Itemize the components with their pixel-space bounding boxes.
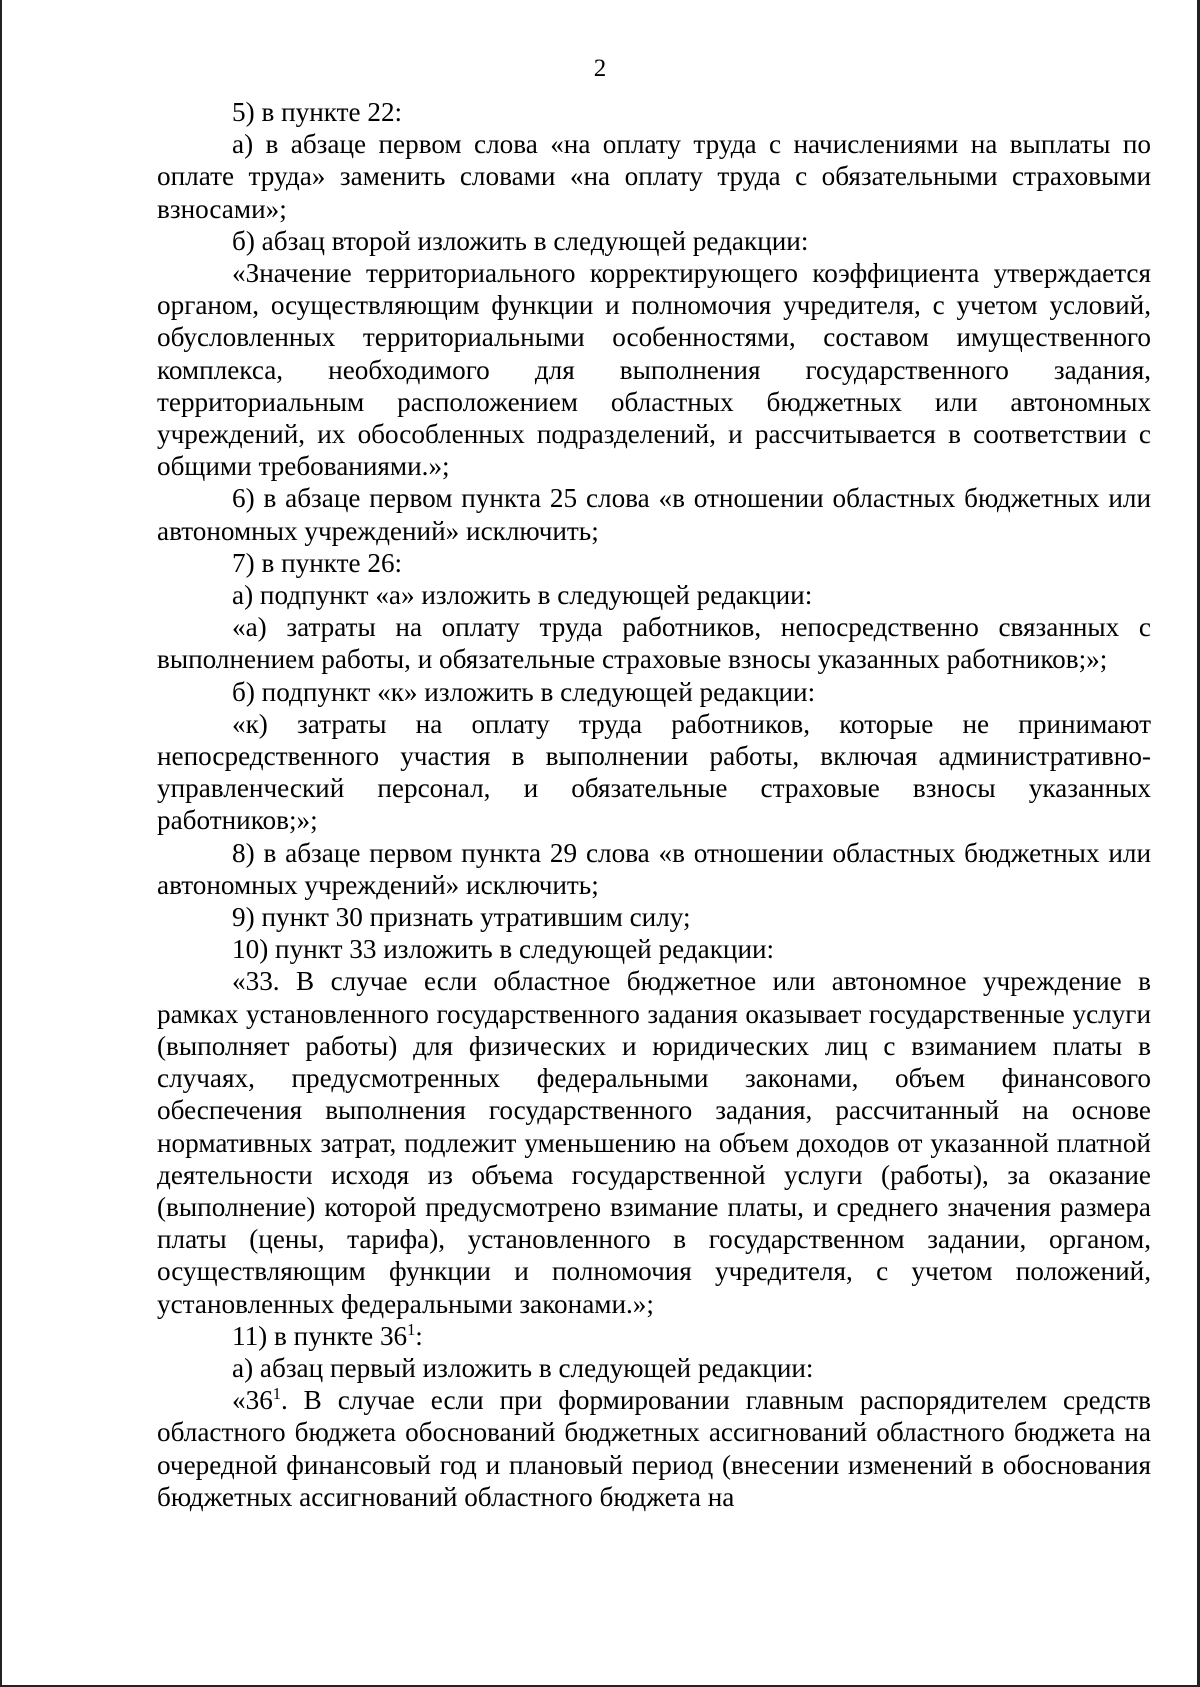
paragraph-item-6: 6) в абзаце первом пункта 25 слова «в отношении областных бюджетных или автономных учреждений» исключить; [157, 483, 1151, 546]
paragraph-quote-36-1-text: . В случае если при формировании главным распорядителем средств областного бюджета обоснований бюджетных ассигнований областного бюджета на очередной финансовый год и плановый период (внесении изменений в обоснования бюджетных ассигнований областного бюджета на [157, 1385, 1151, 1512]
paragraph-subitem-a: а) абзац первый изложить в следующей редакции: [232, 1352, 814, 1383]
paragraph-subitem-a: а) в абзаце первом слова «на оплату труда с начислениями на выплаты по оплате труда» заменить словами «на оплату труда с обязательными страховыми взносами»; [157, 129, 1151, 224]
paragraph-item-11-text: 11) в пункте 36 [232, 1320, 408, 1351]
paragraph-quote-36-1 [157, 1384, 1151, 1513]
paragraph-item-11-tail: : [415, 1320, 423, 1351]
paragraph-item-8: 8) в абзаце первом пункта 29 слова «в отношении областных бюджетных или автономных учреждений» исключить; [157, 837, 1151, 900]
paragraph-subitem-a: а) подпункт «а» изложить в следующей редакции: [232, 580, 813, 611]
scan-edge-left [0, 0, 2, 1687]
page-number: 2 [593, 55, 607, 82]
paragraph-quote-36-1-start: «36 [232, 1385, 273, 1416]
paragraph-quote-a: «а) затраты на оплату труда работников, непосредственно связанных с выполнением работы, и обязательные страховые взносы указанных работников;»; [157, 612, 1151, 675]
paragraph-subitem-b: б) подпункт «к» изложить в следующей редакции: [232, 676, 816, 707]
paragraph-quote-33: «33. В случае если областное бюджетное или автономное учреждение в рамках установленного государственного задания оказывает государственные услуги (выполняет работы) для физических и юридических лиц с взиманием платы в случаях, предусмотренных федеральными законами, объем финансового обеспечения выполнения государственного задания, рассчитанный на основе нормативных затрат, подлежит уменьшению на объем доходов от указанной платной деятельности исходя из объема государственной услуги (работы), за оказание (выполнение) которой предусмотрено взимание платы, и среднего значения размера платы (цены, тарифа), установленного в государственном задании, органом, осуществляющим функции и полномочия учредителя, с учетом положений, установленных федеральными законами.»; [157, 966, 1151, 1319]
document-body [157, 96, 1151, 1513]
paragraph-item-11 [157, 1320, 1151, 1352]
paragraph-quote-coefficient: «Значение территориального корректирующего коэффициента утверждается органом, осуществляющим функции и полномочия учредителя, с учетом условий, обусловленных территориальными особенностями, составом имущественного комплекса, необходимого для выполнения государственного задания, территориальным расположением областных бюджетных или автономных учреждений, их обособленных подразделений, и рассчитывается в соответствии с общими требованиями.»; [157, 258, 1151, 482]
paragraph-quote-k: «к) затраты на оплату труда работников, которые не принимают непосредственного участия в выполнении работы, включая административно-управленческий персонал, и обязательные страховые взносы указанных работников;»; [157, 708, 1151, 836]
paragraph-item-10: 10) пункт 33 изложить в следующей редакции: [232, 934, 775, 965]
paragraph-item-5: 5) в пункте 22: [232, 97, 403, 127]
paragraph-item-7: 7) в пункте 26: [232, 547, 403, 578]
paragraph-subitem-b: б) абзац второй изложить в следующей редакции: [232, 225, 809, 256]
paragraph-item-9: 9) пункт 30 признать утратившим силу; [232, 902, 691, 933]
superscript: 1 [407, 1319, 416, 1339]
superscript: 1 [272, 1384, 281, 1404]
